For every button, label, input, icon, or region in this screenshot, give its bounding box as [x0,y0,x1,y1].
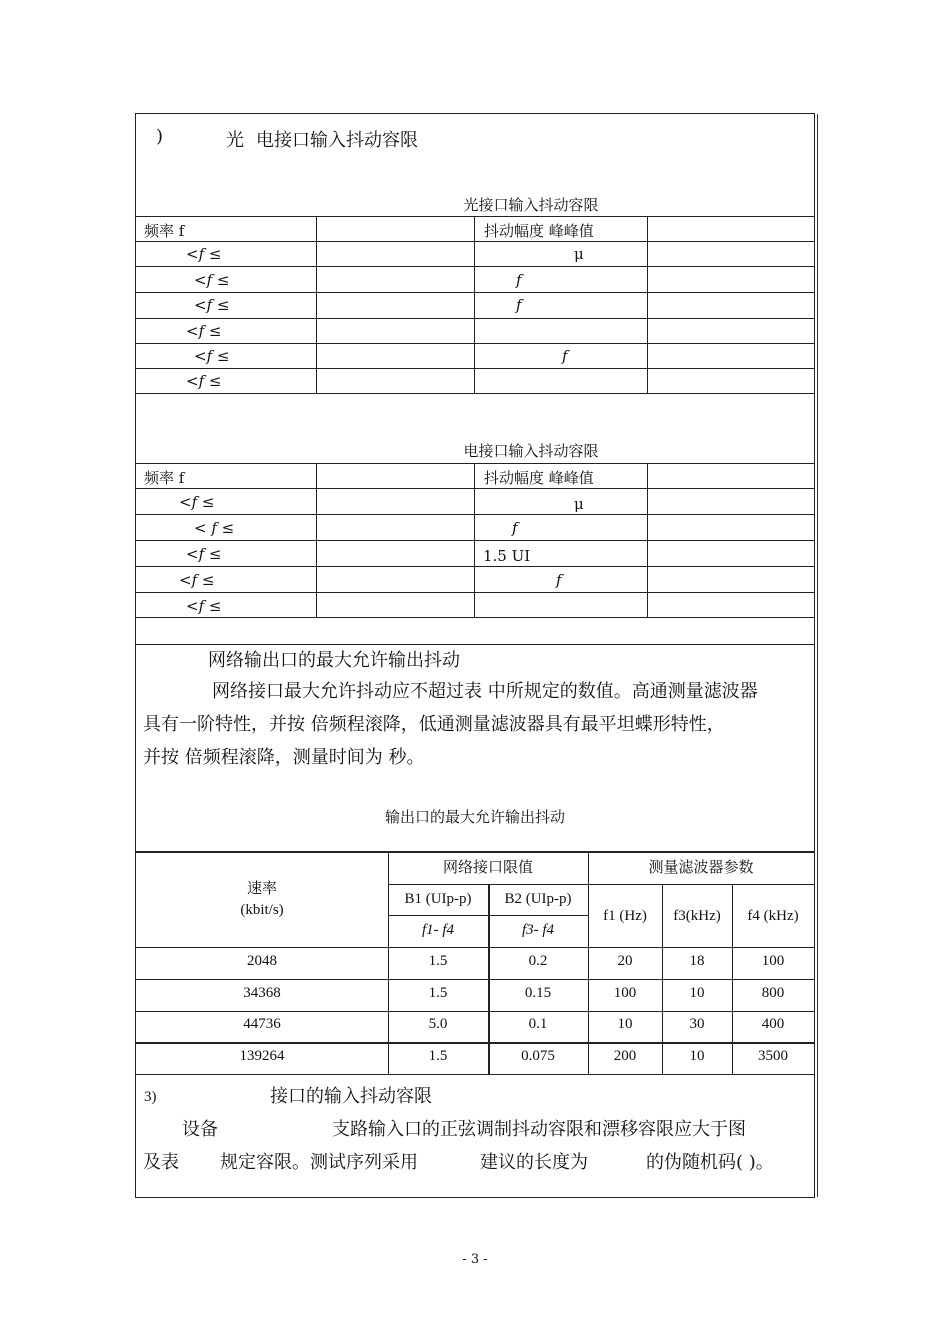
b2-cell: 0.2 [528,953,548,969]
f3-cell: 10 [689,985,705,1001]
section3-line1-a: 设备 [182,1119,218,1140]
section-paren: ) [156,126,164,147]
optical-row-freq: <f ≤ [186,372,222,390]
f3-cell: 30 [689,1016,705,1032]
optical-row-amp: μ [574,245,584,263]
electrical-row-freq: <f ≤ [186,597,222,615]
electrical-header-amp: 抖动幅度 峰峰值 [484,469,594,487]
output-paragraph-line: 具有一阶特性，并按 倍频程滚降，低通测量滤波器具有最平坦蝶形特性， [143,714,725,735]
output-heading: 网络输出口的最大允许输出抖动 [208,650,460,671]
rate-cell: 44736 [243,1016,281,1032]
b2-cell: 0.075 [521,1048,555,1064]
electrical-row-amp: f [512,519,518,537]
electrical-row-freq: <f ≤ [179,571,215,589]
section3-line1-b: 支路输入口的正弦调制抖动容限和漂移容限应大于图 [332,1119,746,1140]
section-title-b: 电接口输入抖动容限 [256,130,418,151]
rate-header: 速率 [246,881,277,897]
electrical-row-amp: f [556,571,562,589]
optical-row-freq: <f ≤ [194,296,230,314]
section3-line2-d: 的伪随机码( )。 [646,1152,774,1173]
b1-sub-header: f1- f4 [421,922,455,938]
b1-header: B1 (UIp-p) [404,891,472,907]
f4-header: f4 (kHz) [747,908,799,924]
section-title-a: 光 [226,130,244,151]
optical-row-amp: f [562,347,568,365]
page-number: - 3 - [462,1252,488,1267]
section3-line2-c: 建议的长度为 [480,1152,588,1173]
b2-cell: 0.15 [524,985,552,1001]
optical-row-amp: f [516,271,522,289]
electrical-header-freq: 频率 f [144,469,185,487]
f1-cell: 20 [617,953,633,969]
section3-line2-b: 规定容限。测试序列采用 [220,1152,418,1173]
b1-cell: 1.5 [428,985,448,1001]
f3-cell: 10 [689,1048,705,1064]
f3-header: f3(kHz) [673,908,721,924]
electrical-row-amp: μ [574,495,584,513]
rate-header-unit: (kbit/s) [240,902,284,918]
section3-heading: 接口的输入抖动容限 [270,1086,432,1107]
electrical-row-amp: 1.5 UI [483,547,531,565]
f4-cell: 3500 [758,1048,788,1064]
electrical-row-freq: <f ≤ [179,493,215,511]
f4-cell: 800 [761,985,785,1001]
b1-cell: 5.0 [428,1016,448,1032]
rate-cell: 2048 [247,953,277,969]
limit-group-header: 网络接口限值 [442,860,533,876]
f3-cell: 18 [689,953,705,969]
document-frame [135,113,815,1198]
b1-cell: 1.5 [428,953,448,969]
f1-cell: 10 [617,1016,633,1032]
f4-cell: 100 [761,953,785,969]
section3-number: 3) [144,1089,157,1105]
output-paragraph-line: 并按 倍频程滚降，测量时间为 秒。 [143,747,425,768]
optical-table-caption: 光接口输入抖动容限 [463,196,599,214]
rate-cell: 34368 [243,985,281,1001]
b2-sub-header: f3- f4 [521,922,555,938]
electrical-row-freq: <f ≤ [186,545,222,563]
optical-row-freq: <f ≤ [186,245,222,263]
f4-cell: 400 [761,1016,785,1032]
b2-header: B2 (UIp-p) [504,891,572,907]
optical-row-freq: <f ≤ [186,322,222,340]
optical-header-amp: 抖动幅度 峰峰值 [484,222,594,240]
section3-line2-a: 及表 [143,1152,179,1173]
f1-cell: 100 [613,985,637,1001]
f1-cell: 200 [613,1048,637,1064]
rate-cell: 139264 [239,1048,285,1064]
output-paragraph-line: 网络接口最大允许抖动应不超过表 中所规定的数值。高通测量滤波器 [212,681,758,702]
optical-header-freq: 频率 f [144,222,185,240]
filter-group-header: 测量滤波器参数 [648,860,754,876]
b2-cell: 0.1 [528,1016,548,1032]
optical-row-amp: f [516,296,522,314]
f1-header: f1 (Hz) [603,908,647,924]
output-table-caption: 输出口的最大允许输出抖动 [384,808,565,826]
b1-cell: 1.5 [428,1048,448,1064]
electrical-table-caption: 电接口输入抖动容限 [463,442,599,460]
optical-row-freq: <f ≤ [194,347,230,365]
electrical-row-freq: < f ≤ [194,519,235,537]
optical-row-freq: <f ≤ [194,271,230,289]
